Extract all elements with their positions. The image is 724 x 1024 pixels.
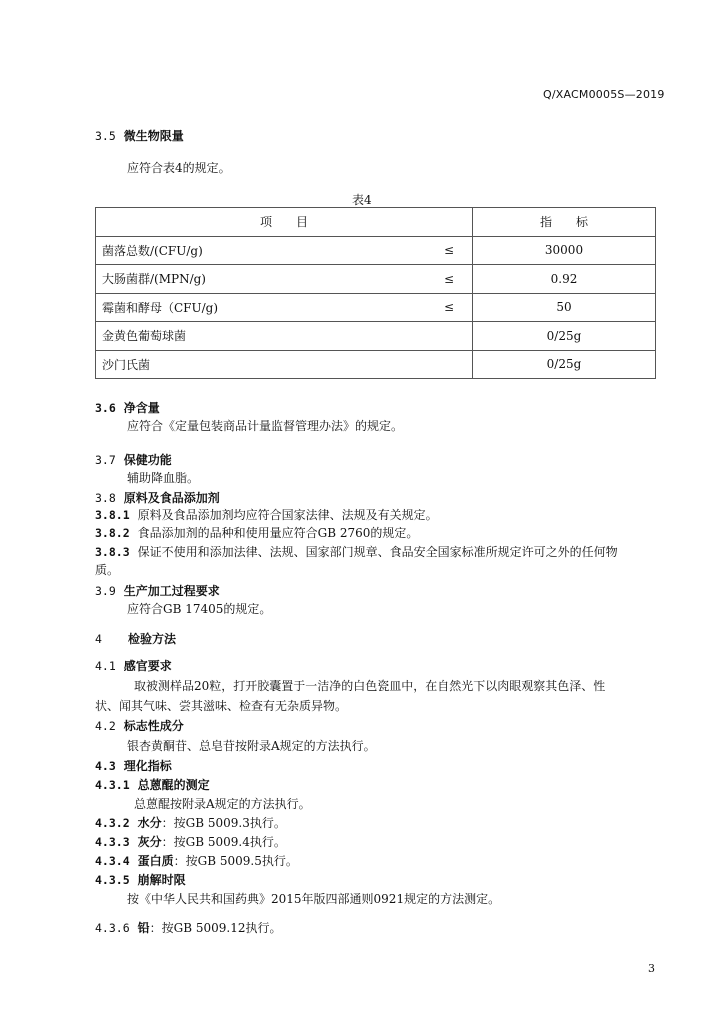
- section-title: 净含量: [123, 401, 160, 415]
- section-title: 崩解时限: [137, 873, 186, 887]
- row-value: 0/25g: [473, 350, 656, 379]
- row-item: 霉菌和酵母（CFU/g): [96, 293, 393, 322]
- section-number: 4.3.5: [95, 873, 130, 887]
- row-symbol: ≤: [393, 236, 473, 265]
- section-number: 3.8.1: [95, 508, 130, 522]
- section-3-9-heading: [95, 582, 220, 599]
- section-3-9-text: 应符合GB 17405的规定。: [127, 602, 272, 616]
- section-4-heading: [95, 630, 176, 647]
- section-text: ：按GB 5009.5执行。: [173, 854, 298, 868]
- section-title: 理化指标: [123, 759, 172, 773]
- spec-table: [95, 207, 656, 379]
- section-text: ：按GB 5009.4执行。: [161, 835, 286, 849]
- section-number: 4.2: [95, 719, 116, 733]
- section-4-3-2: [95, 814, 286, 831]
- section-title: 灰分: [137, 835, 162, 849]
- section-4-1-heading: [95, 657, 172, 674]
- section-3-7-text: 辅助降血脂。: [127, 471, 200, 485]
- page-number: 3: [648, 962, 655, 975]
- section-title: 保健功能: [123, 453, 172, 467]
- section-number: 4.3.6: [95, 921, 130, 935]
- row-value: 0.92: [473, 265, 656, 294]
- section-title: 检验方法: [127, 632, 176, 646]
- section-number: 3.9: [95, 584, 116, 598]
- table-row: [96, 236, 656, 265]
- table-caption: 表4: [352, 193, 372, 207]
- section-title: 微生物限量: [123, 129, 184, 143]
- section-4-3-6: [95, 919, 281, 936]
- section-title: 感官要求: [123, 659, 172, 673]
- section-text: 原料及食品添加剂均应符合国家法律、法规及有关规定。: [137, 508, 438, 522]
- section-4-1-text-cont: 状、闻其气味、尝其滋味、检查有无杂质异物。: [95, 699, 348, 713]
- section-number: 3.7: [95, 453, 116, 467]
- section-4-3-5-heading: [95, 871, 186, 888]
- section-title: 水分: [137, 816, 162, 830]
- section-3-8-3-cont: 质。: [95, 563, 120, 577]
- section-4-2-heading: [95, 717, 184, 734]
- section-4-3-3: [95, 833, 286, 850]
- row-item: 大肠菌群/(MPN/g): [96, 265, 393, 294]
- section-text: ：按GB 5009.3执行。: [161, 816, 286, 830]
- section-number: 4.3.2: [95, 816, 130, 830]
- section-3-6-text: 应符合《定量包装商品计量监督管理办法》的规定。: [127, 419, 404, 433]
- row-value: 30000: [473, 236, 656, 265]
- section-number: 4: [95, 632, 102, 646]
- section-3-6-heading: [95, 399, 160, 416]
- section-text: ：按GB 5009.12执行。: [149, 921, 282, 935]
- table-row: [96, 322, 656, 351]
- section-number: 3.6: [95, 401, 116, 415]
- section-title: 生产加工过程要求: [123, 584, 220, 598]
- section-3-8-3: [95, 543, 618, 560]
- section-title: 原料及食品添加剂: [123, 491, 220, 505]
- row-item: 金黄色葡萄球菌: [96, 322, 393, 351]
- section-number: 4.3.4: [95, 854, 130, 868]
- section-title: 蛋白质: [137, 854, 174, 868]
- section-4-3-4: [95, 852, 298, 869]
- table-row: [96, 350, 656, 379]
- section-4-1-text: 取被测样品20粒，打开胶囊置于一洁净的白色瓷皿中，在自然光下以肉眼观察其色泽、性: [134, 679, 606, 693]
- section-4-3-1-text: 总蒽醌按附录A规定的方法执行。: [134, 797, 311, 811]
- section-number: 4.3.3: [95, 835, 130, 849]
- col-header-index: 指 标: [473, 208, 656, 237]
- document-code: Q/XACM0005S—2019: [543, 88, 665, 101]
- row-symbol: ≤: [393, 293, 473, 322]
- section-3-5-heading: [95, 127, 184, 144]
- section-title: 标志性成分: [123, 719, 184, 733]
- section-number: 4.3: [95, 759, 116, 773]
- section-number: 3.8.3: [95, 545, 130, 559]
- table-header-row: [96, 208, 656, 237]
- section-3-8-2: [95, 524, 418, 541]
- section-number: 3.8: [95, 491, 116, 505]
- row-item: 沙门氏菌: [96, 350, 393, 379]
- table-row: [96, 293, 656, 322]
- section-3-8-1: [95, 506, 438, 523]
- section-4-3-heading: [95, 757, 172, 774]
- section-number: 3.5: [95, 129, 116, 143]
- section-title: 总蒽醌的测定: [137, 778, 210, 792]
- section-4-3-5-text: 按《中华人民共和国药典》2015年版四部通则0921规定的方法测定。: [127, 892, 501, 906]
- section-3-8-heading: [95, 489, 220, 506]
- row-symbol: [393, 322, 473, 351]
- section-number: 3.8.2: [95, 526, 130, 540]
- col-header-item: 项 目: [96, 208, 473, 237]
- row-symbol: ≤: [393, 265, 473, 294]
- section-4-2-text: 银杏黄酮苷、总皂苷按附录A规定的方法执行。: [127, 739, 376, 753]
- section-3-5-text: 应符合表4的规定。: [127, 161, 231, 175]
- row-value: 0/25g: [473, 322, 656, 351]
- section-title: 铅: [137, 921, 150, 935]
- table-row: [96, 265, 656, 294]
- row-value: 50: [473, 293, 656, 322]
- row-symbol: [393, 350, 473, 379]
- section-text: 食品添加剂的品种和使用量应符合GB 2760的规定。: [137, 526, 419, 540]
- section-text: 保证不使用和添加法律、法规、国家部门规章、食品安全国家标准所规定许可之外的任何物: [137, 545, 618, 559]
- section-4-3-1-heading: [95, 776, 210, 793]
- section-number: 4.3.1: [95, 778, 130, 792]
- row-item: 菌落总数/(CFU/g): [96, 236, 393, 265]
- section-number: 4.1: [95, 659, 116, 673]
- section-3-7-heading: [95, 451, 172, 468]
